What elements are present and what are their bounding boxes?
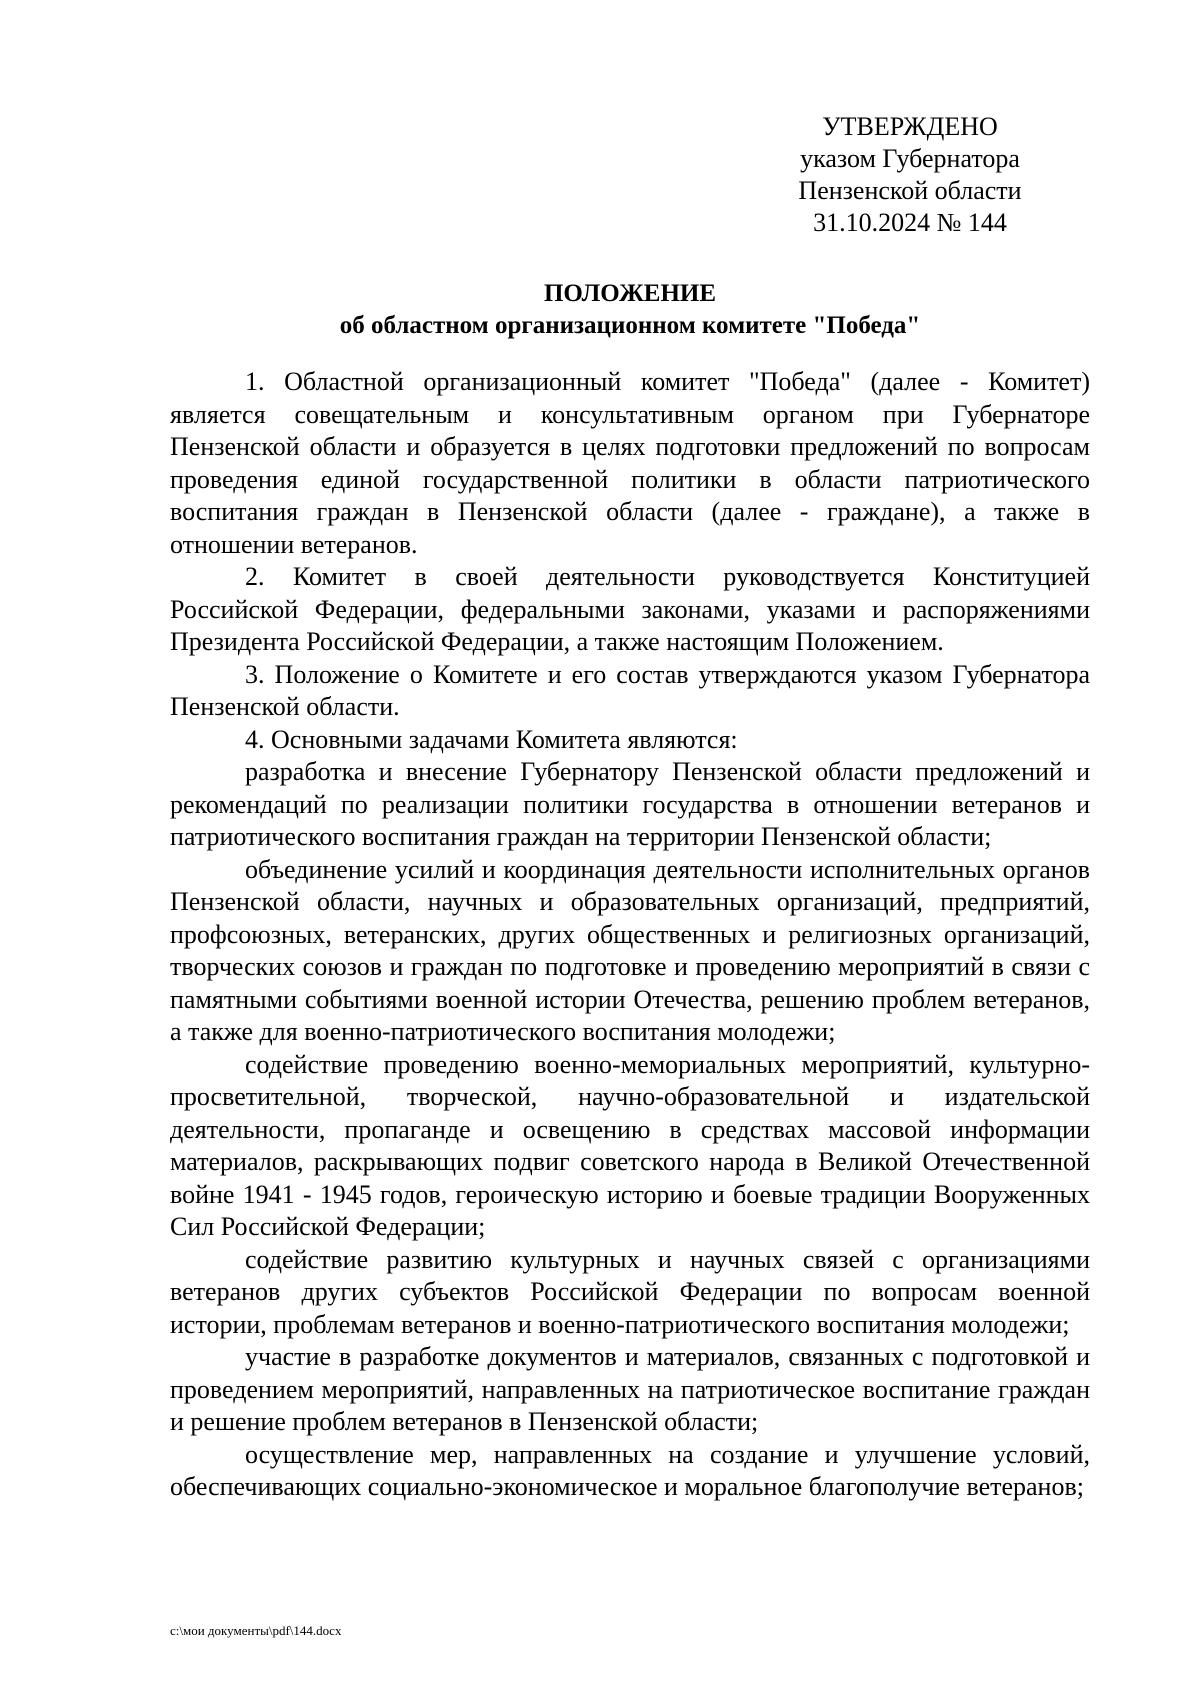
title-subtitle: об областном организационном комитете "Победа": [339, 312, 921, 339]
footer-file-path: c:\мои документы\pdf\144.docx: [170, 1623, 342, 1638]
approval-line-approved: УТВЕРЖДЕНО: [822, 112, 998, 141]
task-item-5: участие в разработке документов и материалов, связанных с подготовкой и проведением мероприятий, направленных на патриотическое воспитание граждан и решение проблем ветеранов в Пензенской области;: [170, 1342, 1090, 1436]
task-item-3: содействие проведению военно-мемориальных мероприятий, культурно-просветительной, творческой, научно-образовательной и издательской деятельности, пропаганде и освещению в средствах массовой информации материалов, раскрывающих подвиг советского народа в Великой Отечественной войне 1941 - 1945 годов, героическую историю и боевые традиции Вооруженных Сил Российской Федерации;: [170, 1049, 1090, 1241]
approval-line-decree: указом Губернатора: [800, 144, 1020, 173]
approval-line-date-number: 31.10.2024 № 144: [813, 208, 1007, 237]
task-item-4: содействие развитию культурных и научных связей с организациями ветеранов других субъектов Российской Федерации по вопросам военной истории, проблемам ветеранов и военно-патриотического воспитания молодежи;: [170, 1244, 1090, 1339]
paragraph-3: 3. Положение о Комитете и его состав утверждаются указом Губернатора Пензенской области.: [170, 659, 1090, 721]
task-item-6: осуществление мер, направленных на создание и улучшение условий, обеспечивающих социально-экономическое и моральное благополучие ветеранов;: [170, 1439, 1090, 1501]
document-title: [170, 278, 1090, 342]
paragraph-2: 2. Комитет в своей деятельности руководствуется Конституцией Российской Федерации, федеральными законами, указами и распоряжениями Президента Российской Федерации, а также настоящим Положением.: [170, 562, 1090, 656]
task-item-2: объединение усилий и координация деятельности исполнительных органов Пензенской области, научных и образовательных организаций, предприятий, профсоюзных, ветеранских, других общественных и религиозных организаций, творческих союзов и граждан по подготовке и проведению мероприятий в связи с памятными событиями военной истории Отечества, решению проблем ветеранов, а также для военно-патриотического воспитания молодежи;: [170, 854, 1090, 1046]
title-main: ПОЛОЖЕНИЕ: [543, 280, 717, 307]
document-body: [170, 366, 1090, 1504]
task-item-1: разработка и внесение Губернатору Пензенской области предложений и рекомендаций по реализации политики государства в отношении ветеранов и патриотического воспитания граждан на территории Пензенской области;: [170, 757, 1090, 851]
paragraph-1: 1. Областной организационный комитет "Победа" (далее - Комитет) является совещательным и консультативным органом при Губернаторе Пензенской области и образуется в целях подготовки предложений по вопросам проведения единой государственной политики в области патриотического воспитания граждан в Пензенской области (далее - граждане), а также в отношении ветеранов.: [170, 367, 1090, 559]
paragraph-4: 4. Основными задачами Комитета являются:: [245, 724, 738, 754]
approval-line-region: Пензенской области: [798, 176, 1022, 205]
approval-stamp: [760, 111, 1060, 239]
